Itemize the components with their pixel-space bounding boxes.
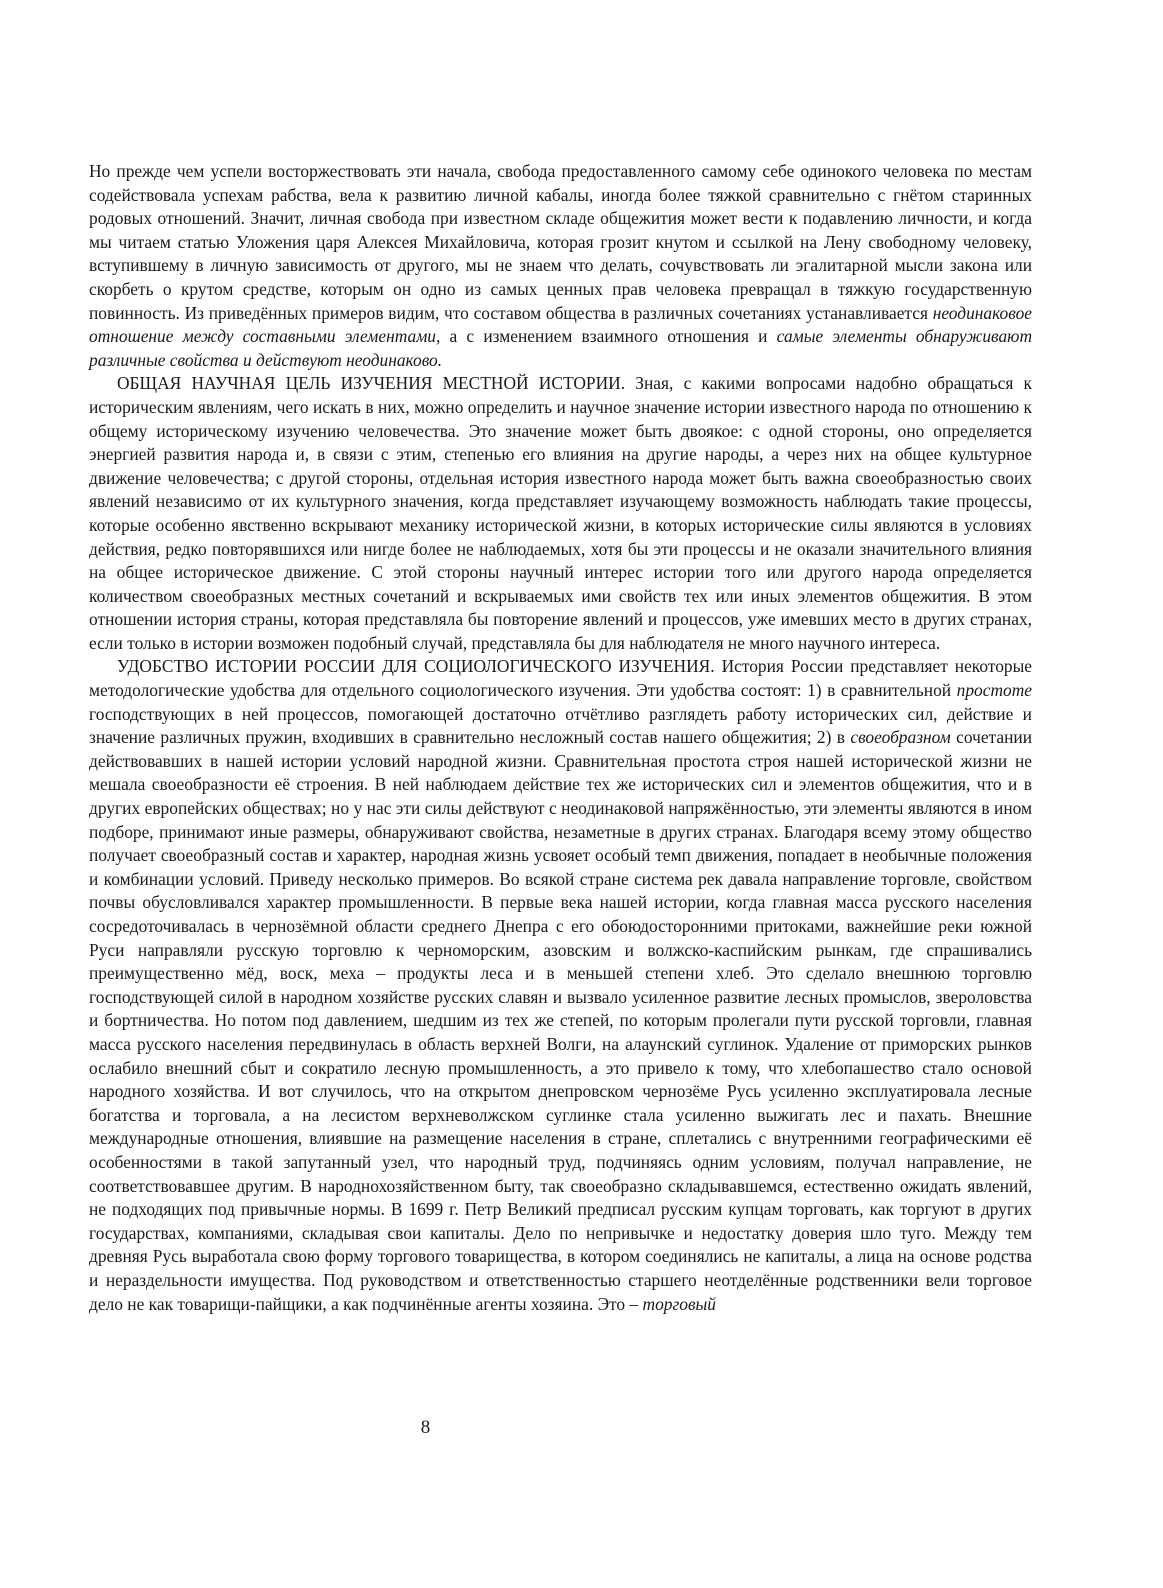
- text-run: сочетании действовавших в нашей истории условий народной жизни. Сравнительная простота строя нашей исторической жизни не мешала своеобразности её строения. В ней наблюдаем действие тех же исторических сил и элементов общежития, что и в других европейских обществах; но у нас эти силы действуют с неодинаковой напряжённостью, эти элементы являются в ином подборе, принимают иные размеры, обнаруживают свойства, незаметные в других странах. Благодаря всему этому общество получает своеобразный состав и характер, народная жизнь усвояет особый темп движения, попадает в необычные положения и комбинации условий. Приведу несколько примеров. Во всякой стране система рек давала направление торговле, свойством почвы обусловливался характер промышленности. В первые века нашей истории, когда главная масса русского населения сосредоточивалась в чернозёмной области среднего Днепра с его обоюдосторонними притоками, важнейшие реки южной Руси направляли русскую торговлю к черноморским, азовским и волжско-каспийским рынкам, где спрашивались преимущественно мёд, воск, меха – продукты леса и в меньшей степени хлеб. Это сделало внешнюю торговлю господствующей силой в народном хозяйстве русских славян и вызвало усиленное развитие лесных промыслов, звероловства и бортничества. Но потом под давлением, шедшим из тех же степей, по которым пролегали пути русской торговли, главная масса русского населения передвинулась в область верхней Волги, на алаунский суглинок. Удаление от приморских рынков ослабило внешний сбыт и сократило лесную промышленность, а это привело к тому, что хлебопашество стало основой народного хозяйства. И вот случилось, что на открытом днепровском чернозёме Русь усиленно эксплуатировала лесные богатства и торговала, а на лесистом верхневолжском суглинке стала усиленно выжигать лес и пахать. Внешние международные отношения, влиявшие на размещение населения в стране, сплетались с внутренними географическими её особенностями в такой запутанный узел, что народный труд, подчиняясь одним условиям, получал направление, не соответствовавшее другим. В народнохозяйственном быту, так своеобразно складывавшемся, естественно ожидать явлений, не подходящих под привычные нормы. В 1699 г. Петр Великий предписал русским купцам торговать, как торгуют в других государствах, компаниями, складывая свои капиталы. Дело по непривычке и недостатку доверия шло туго. Между тем древняя Русь выработала свою форму торгового товарищества, в котором соединялись не капиталы, а лица на основе родства и нераздельности имущества. Под руководством и ответственностью старшего неотделённые родственники вели торговое дело не как товарищи-пайщики, а как подчинённые агенты хозяина. Это –: [89, 727, 1033, 1314]
- paragraph: [89, 655, 1032, 1316]
- italic-text-run: своеобразном: [850, 727, 951, 748]
- body-text: [89, 160, 1032, 1316]
- italic-text-run: неодинаковое отношение между составными элементами,: [89, 302, 1032, 347]
- italic-text-run: простоте: [956, 680, 1032, 701]
- text-run: а с изменением взаимного отношения и: [440, 326, 777, 347]
- text-run: УДОБСТВО ИСТОРИИ РОССИИ ДЛЯ СОЦИОЛОГИЧЕСКОГО ИЗУЧЕНИЯ. История России представляет некоторые методологические удобства для отдельного социологического изучения. Эти удобства состоят: 1) в сравнительной: [89, 656, 1032, 701]
- text-run: господствующих в ней процессов, помогающей достаточно отчётливо разглядеть работу исторических сил, действие и значение различных пружин, входивших в сравнительно несложный состав нашего общежития; 2) в: [89, 703, 1032, 748]
- italic-text-run: торговый: [642, 1293, 716, 1314]
- paragraph: [89, 372, 1032, 655]
- italic-text-run: самые элементы обнаруживают различные свойства и действуют неодинаково.: [89, 326, 1033, 370]
- text-run: ОБЩАЯ НАУЧНАЯ ЦЕЛЬ ИЗУЧЕНИЯ МЕСТНОЙ ИСТОРИИ. Зная, с какими вопросами надобно обращаться к историческим явлениям, чего искать в них, можно определить и научное значение истории известного народа по отношению к общему историческому изучению человечества. Это значение может быть двоякое: с одной стороны, оно определяется энергией развития народа и, в связи с этим, степенью его влияния на другие народы, а через них на общее культурное движение человечества; с другой стороны, отдельная история известного народа может быть важна своеобразностью своих явлений независимо от их культурного значения, когда представляет изучающему возможность наблюдать такие процессы, которые особенно явственно вскрывают механику исторической жизни, в которых исторические силы являются в условиях действия, редко повторявшихся или нигде более не наблюдаемых, хотя бы эти процессы и не оказали значительного влияния на общее историческое движение. С этой стороны научный интерес истории того или другого народа определяется количеством своеобразных местных сочетаний и вскрываемых ими свойств тех или иных элементов общежития. В этом отношении история страны, которая представляла бы повторение явлений и процессов, уже имевших место в других странах, если только в истории возможен подобный случай, представляла бы для наблюдателя не много научного интереса.: [89, 373, 1032, 653]
- page-number: 8: [420, 1417, 431, 1438]
- text-run: Но прежде чем успели восторжествовать эти начала, свобода предоставленного самому себе одинокого человека по местам содействовала успехам рабства, вела к развитию личной кабалы, иногда более тяжкой сравнительно с гнётом старинных родовых отношений. Значит, личная свобода при известном складе общежития может вести к подавлению личности, и когда мы читаем статью Уложения царя Алексея Михайловича, которая грозит кнутом и ссылкой на Лену свободному человеку, вступившему в личную зависимость от другого, мы не знаем что делать, сочувствовать ли эгалитарной мысли закона или скорбеть о крутом средстве, которым он одно из самых ценных прав человека превращал в тяжкую государственную повинность. Из приведённых примеров видим, что составом общества в различных сочетаниях устанавливается: [89, 161, 1032, 323]
- paragraph: [89, 160, 1032, 372]
